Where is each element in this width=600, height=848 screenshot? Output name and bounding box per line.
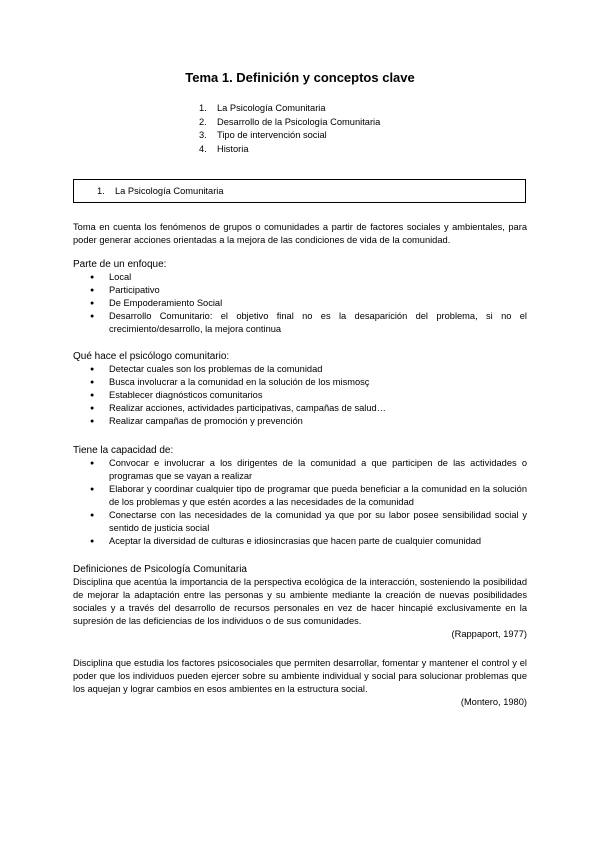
list-item: ● Convocar e involucrar a los dirigentes de la comunidad a que participen de las actividades o programas que se vayan a realizar [73, 457, 527, 483]
section-title: La Psicología Comunitaria [115, 186, 224, 196]
list-item: ● Establecer diagnósticos comunitarios [73, 389, 527, 402]
list-item: ● Realizar acciones, actividades participativas, campañas de salud… [73, 402, 527, 415]
toc-item-number: 2. [199, 116, 207, 127]
section-heading-box [73, 179, 526, 203]
definition-paragraph: Disciplina que estudia los factores psicosociales que permiten desarrollar, fomentar y mantener el control y el poder que los individuos pueden ejercer sobre su ambiente individual y social para solucionar problemas que los aquejan y lograr cambios en esos ambientes en la estructura social. [73, 658, 527, 694]
definiciones-section [73, 563, 527, 641]
definition-paragraph: Disciplina que acentúa la importancia de la perspectiva ecológica de la interacción, sosteniendo la posibilidad de mejorar la adaptación entre las personas y su ambiente mediante la creación de nuevas posibilidades sociales y a través del desarrollo de recursos personales en vez de hacer hincapié exclusivamente en la supresión de las deficiencias de los individuos o de sus comunidades. [73, 577, 527, 626]
list-item: ● Detectar cuales son los problemas de la comunidad [73, 363, 527, 376]
toc-item-label: Desarrollo de la Psicología Comunitaria [217, 116, 381, 127]
citation: (Rappaport, 1977) [451, 629, 527, 639]
toc-item-label: Tipo de intervención social [217, 130, 327, 141]
enfoque-list [73, 271, 527, 336]
toc-item-label: Historia [217, 144, 249, 155]
enfoque-section [73, 258, 527, 336]
toc-item-number: 1. [199, 103, 207, 113]
page-title: Tema 1. Definición y conceptos clave [185, 70, 415, 85]
intro-paragraph: Toma en cuenta los fenómenos de grupos o comunidades a partir de factores sociales y ambientales, para poder generar acciones orientadas a la mejora de las condiciones de vida de la comunidad. [73, 222, 527, 245]
toc-item-number: 3. [199, 130, 207, 141]
list-item: ● Busca involucrar a la comunidad en la solución de los mismosç [73, 376, 527, 389]
enfoque-heading: Parte de un enfoque: [73, 259, 167, 270]
list-item: ● Elaborar y coordinar cualquier tipo de programar que pueda beneficiar a la comunidad en la solución de los problemas y que estén acordes a las necesidades de la comunidad [73, 483, 527, 509]
table-of-contents [199, 102, 499, 157]
list-item: ● Local [73, 271, 527, 284]
citation: (Montero, 1980) [460, 697, 527, 707]
list-item: ● Desarrollo Comunitario: el objetivo final no es la desaparición del problema, si no el crecimiento/desarrollo, la mejora continua [73, 310, 527, 336]
que-hace-heading: Qué hace el psicólogo comunitario: [73, 351, 230, 362]
capacidad-heading: Tiene la capacidad de: [73, 445, 174, 456]
toc-item-number: 4. [199, 144, 207, 155]
definiciones-heading: Definiciones de Psicología Comunitaria [73, 564, 247, 575]
definition-2-section [73, 657, 527, 709]
toc-item [199, 143, 499, 157]
list-item: ● Conectarse con las necesidades de la comunidad ya que por su labor posee sensibilidad social y sentido de justicia social [73, 509, 527, 535]
capacidad-section [73, 444, 527, 548]
que-hace-list [73, 363, 527, 428]
list-item: ● Realizar campañas de promoción y prevención [73, 415, 527, 428]
toc-item-label: La Psicología Comunitaria [217, 103, 326, 113]
section-number: 1. [97, 186, 105, 196]
list-item: ● De Empoderamiento Social [73, 297, 527, 310]
toc-item [199, 129, 499, 143]
que-hace-section [73, 350, 527, 428]
list-item: ● Aceptar la diversidad de culturas e idiosincrasias que hacen parte de cualquier comunidad [73, 535, 527, 548]
toc-item [199, 116, 499, 130]
capacidad-list [73, 457, 527, 548]
toc-item [199, 102, 499, 116]
list-item: ● Participativo [73, 284, 527, 297]
